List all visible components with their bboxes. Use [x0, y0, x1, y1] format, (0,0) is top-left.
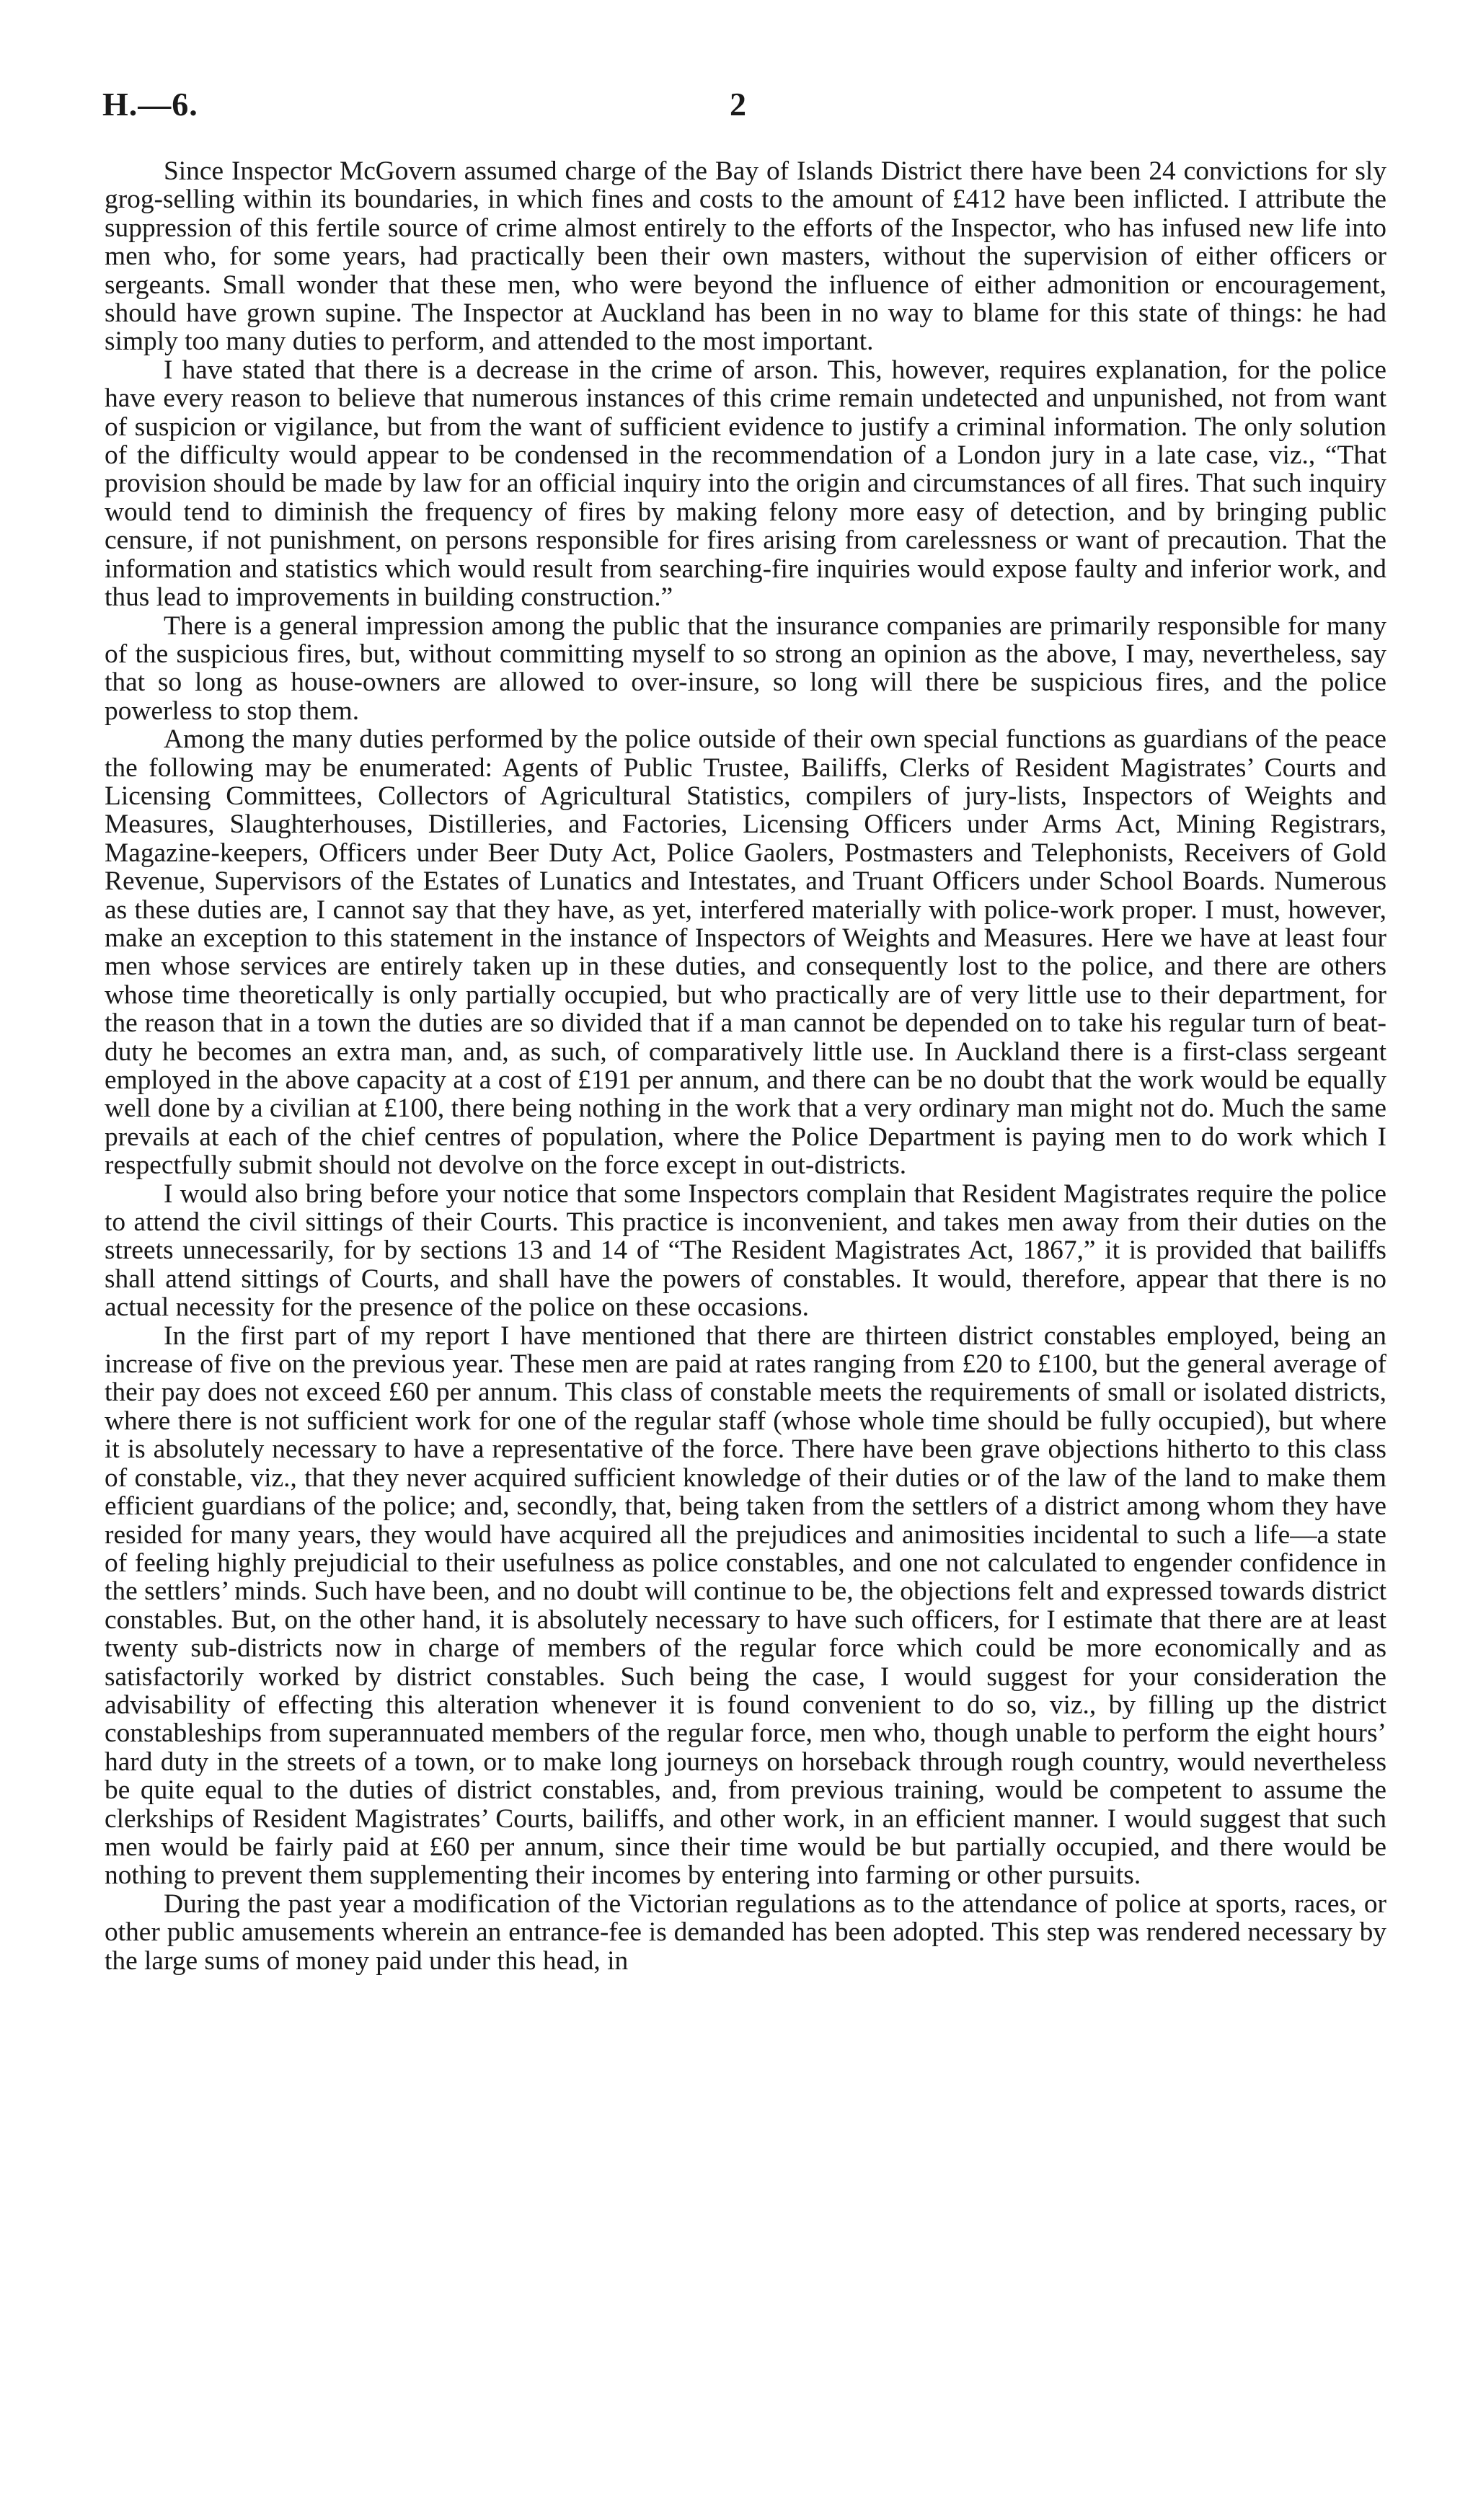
report-body: [105, 157, 1386, 1975]
paragraph-resident-magistrates: I would also bring before your notice that some Inspectors complain that Resident Magistrates require the police to attend the civil sittings of their Courts. This practice is inconvenient, and takes men away from their duties on the streets unnecessarily, for by sections 13 and 14 of “The Resident Magistrates Act, 1867,” it is provided that bailiffs shall attend sittings of Courts, and shall have the powers of constables. It would, therefore, appear that there is no actual necessity for the presence of the police on these occasions.: [105, 1179, 1386, 1323]
page-header: [102, 85, 1386, 143]
paragraph-police-duties: Among the many duties performed by the police outside of their own special functions as guardians of the peace the following may be enumerated: Agents of Public Trustee, Bailiffs, Clerks of Resident Magistrates’ Courts and Licensing Committees, Collectors of Agricultural Statistics, compilers of jury-lists, Inspectors of Weights and Measures, Slaughterhouses, Distilleries, and Factories, Licensing Officers under Arms Act, Mining Registrars, Magazine-keepers, Officers under Beer Duty Act, Police Gaolers, Postmasters and Telephonists, Receivers of Gold Revenue, Supervisors of the Estates of Lunatics and Intestates, and Truant Officers under School Boards. Numerous as these duties are, I cannot say that they have, as yet, interfered materially with police-work proper. I must, however, make an exception to this statement in the instance of Inspectors of Weights and Measures. Here we have at least four men whose services are entirely taken up in these duties, and consequently lost to the police, and there are others whose time theoretically is only partially occupied, but who practically are of very little use to their department, for the reason that in a town the duties are so divided that if a man cannot be depended on to take his regular turn of beat-duty he becomes an extra man, and, as such, of comparatively little use. In Auckland there is a first-class sergeant employed in the above capacity at a cost of £191 per annum, and there can be no doubt that the work would be equally well done by a civilian at £100, there being nothing in the work that a very ordinary man might not do. Much the same prevails at each of the chief centres of population, where the Police Department is paying men to do work which I respectfully submit should not devolve on the force except in out-districts.: [105, 724, 1386, 1181]
paragraph-victorian-regulations: During the past year a modification of the Victorian regulations as to the attendance of police at sports, races, or other public amusements wherein an entrance-fee is demanded has been adopted. This step was rendered necessary by the large sums of money paid under this head, in: [105, 1889, 1386, 1976]
paragraph-bay-of-islands: Since Inspector McGovern assumed charge of the Bay of Islands District there have been 24 convictions for sly grog-selling within its boundaries, in which fines and costs to the amount of £412 have been inflicted. I attribute the suppression of this fertile source of crime almost entirely to the efforts of the Inspector, who has infused new life into men who, for some years, had practically been their own masters, without the supervision of either officers or sergeants. Small wonder that these men, who were beyond the influence of either admonition or encouragement, should have grown supine. The Inspector at Auckland has been in no way to blame for this state of things: he had simply too many duties to perform, and attended to the most important.: [105, 156, 1386, 357]
page-number: 2: [730, 86, 746, 123]
paragraph-arson: I have stated that there is a decrease in the crime of arson. This, however, requires explanation, for the police have every reason to believe that numerous instances of this crime remain undetected and unpunished, not from want of suspicion or vigilance, but from the want of sufficient evidence to justify a criminal information. The only solution of the difficulty would appear to be condensed in the recommendation of a London jury in a late case, viz., “That provision should be made by law for an official inquiry into the origin and circumstances of all fires. That such inquiry would tend to diminish the frequency of fires by making felony more easy of detection, and by bringing public censure, if not punishment, on persons responsible for fires arising from carelessness or want of precaution. That the information and statistics which would result from searching-fire inquiries would expose faulty and inferior work, and thus lead to improvements in building construction.”: [105, 355, 1386, 613]
paragraph-district-constables: In the first part of my report I have mentioned that there are thirteen district constables employed, being an increase of five on the previous year. These men are paid at rates ranging from £20 to £100, but the general average of their pay does not exceed £60 per annum. This class of constable meets the requirements of small or isolated districts, where there is not sufficient work for one of the regular staff (whose whole time should be fully occupied), but where it is absolutely necessary to have a representative of the force. There have been grave objections hitherto to this class of constable, viz., that they never acquired sufficient knowledge of their duties or of the law of the land to make them efficient guardians of the police; and, secondly, that, being taken from the settlers of a district among whom they have resided for many years, they would have acquired all the prejudices and animosities incidental to such a life—a state of feeling highly prejudicial to their usefulness as police constables, and one not calculated to engender confidence in the settlers’ minds. Such have been, and no doubt will continue to be, the objections felt and expressed towards district constables. But, on the other hand, it is absolutely necessary to have such officers, for I estimate that there are at least twenty sub-districts now in charge of members of the regular force which could be more economically and as satisfactorily worked by district constables. Such being the case, I would suggest for your consideration the advisability of effecting this alteration whenever it is found convenient to do so, viz., by filling up the district constableships from superannuated members of the regular force, men who, though unable to perform the eight hours’ hard duty in the streets of a town, or to make long journeys on horseback through rough country, would nevertheless be quite equal to the duties of district constables, and, from previous training, would be competent to assume the clerkships of Resident Magistrates’ Courts, bailiffs, and other work, in an efficient manner. I would suggest that such men would be fairly paid at £60 per annum, since their time would be but partially occupied, and there would be nothing to prevent them supplementing their incomes by entering into farming or other pursuits.: [105, 1321, 1386, 1891]
document-reference: H.—6.: [102, 86, 198, 123]
paragraph-insurance: There is a general impression among the public that the insurance companies are primarily responsible for many of the suspicious fires, but, without committing myself to so strong an opinion as the above, I may, nevertheless, say that so long as house-owners are allowed to over-insure, so long will there be suspicious fires, and the police powerless to stop them.: [105, 611, 1386, 726]
